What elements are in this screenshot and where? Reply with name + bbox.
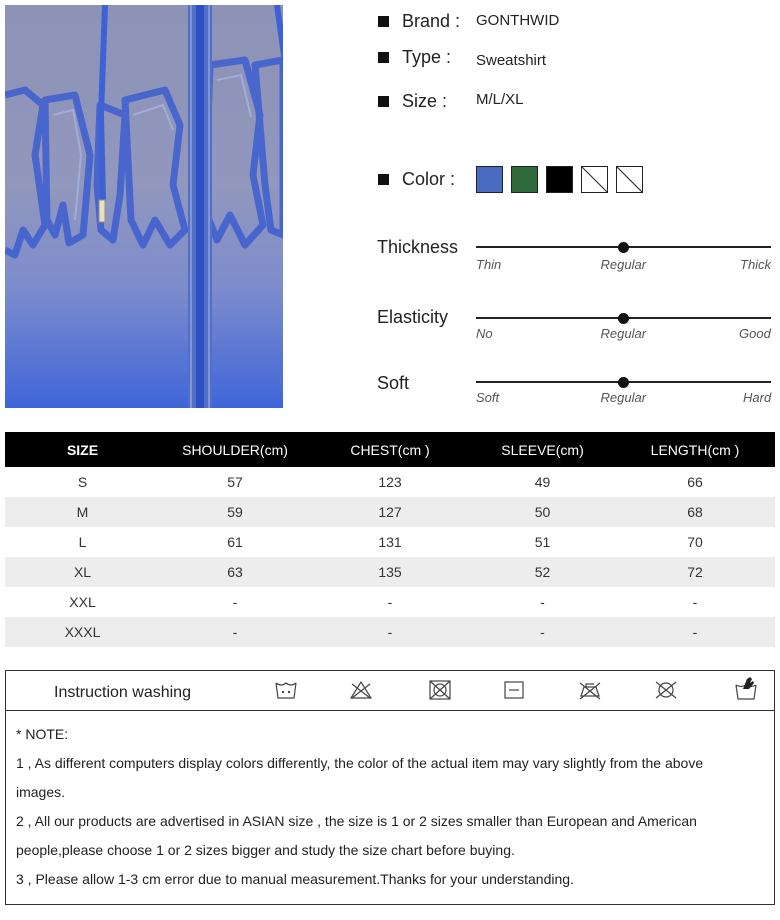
brand-value: GONTHWID — [476, 12, 560, 29]
cell-size: S — [77, 474, 88, 490]
table-row — [5, 617, 775, 647]
cell-chest: 127 — [310, 497, 470, 527]
elasticity-label: Elasticity — [377, 307, 449, 327]
note-line-2b: people,please choose 1 or 2 sizes bigger and study the size chart before buying. — [16, 842, 515, 858]
cell-shoulder: 61 — [227, 534, 243, 550]
type-row — [378, 45, 451, 69]
header-shoulder: SHOULDER(cm) — [160, 432, 310, 467]
hand-wash-icon — [734, 675, 758, 701]
elasticity-low-label: No — [476, 326, 493, 341]
size-chart-header-row — [5, 432, 775, 467]
color-label: Color : — [402, 168, 456, 189]
cell-chest: 123 — [378, 474, 402, 490]
cell-chest: - — [310, 617, 470, 647]
cell-chest: 135 — [310, 557, 470, 587]
type-value: Sweatshirt — [476, 52, 547, 69]
no-bleach-icon — [349, 679, 373, 701]
dry-flat-icon — [502, 679, 526, 701]
soft-knob — [618, 377, 629, 388]
soft-mid-label: Regular — [600, 390, 647, 405]
elasticity-knob — [618, 313, 629, 324]
header-length: LENGTH(cm ) — [615, 432, 775, 467]
table-row — [5, 527, 775, 557]
cell-length: 68 — [615, 497, 775, 527]
cell-length: 66 — [687, 474, 703, 490]
cell-length: - — [615, 617, 775, 647]
size-chart-table — [5, 432, 775, 647]
note-heading: * NOTE: — [16, 726, 69, 742]
thickness-label: Thickness — [377, 237, 459, 257]
table-row — [5, 557, 775, 587]
color-swatch-black[interactable] — [546, 166, 573, 193]
cell-length: 70 — [687, 534, 703, 550]
size-label: Size : — [402, 90, 448, 111]
color-swatch-green[interactable] — [511, 166, 538, 193]
washing-instructions-bar — [6, 671, 774, 711]
cell-shoulder: - — [232, 594, 238, 610]
note-line-3: 3 , Please allow 1-3 cm error due to manual measurement.Thanks for your understanding. — [16, 871, 574, 887]
elasticity-high-label: Good — [739, 326, 771, 341]
header-size: SIZE — [5, 432, 160, 467]
no-dry-clean-icon — [654, 679, 678, 701]
hoodie-closeup-illustration — [5, 5, 283, 408]
cell-sleeve: 49 — [534, 474, 551, 490]
color-swatch-unavailable[interactable] — [616, 166, 643, 193]
color-row — [378, 167, 455, 191]
thickness-low-label: Thin — [476, 257, 502, 272]
cell-chest: 131 — [378, 534, 402, 550]
cell-size: XXXL — [5, 617, 160, 647]
table-row — [5, 497, 775, 527]
soft-high-label: Hard — [743, 390, 772, 405]
elasticity-mid-label: Regular — [600, 326, 647, 341]
thickness-high-label: Thick — [740, 257, 772, 272]
product-photo — [5, 5, 283, 408]
cell-size: L — [78, 534, 87, 550]
bullet-icon — [378, 96, 389, 107]
cell-length: 72 — [615, 557, 775, 587]
cell-sleeve: 50 — [470, 497, 615, 527]
wash-30-icon — [274, 679, 298, 701]
cell-shoulder: 63 — [160, 557, 310, 587]
size-row — [378, 89, 447, 113]
cell-chest: - — [387, 594, 393, 610]
cell-shoulder: 59 — [160, 497, 310, 527]
bullet-icon — [378, 174, 389, 185]
cell-sleeve: - — [540, 594, 545, 610]
soft-low-label: Soft — [476, 390, 500, 405]
header-sleeve: SLEEVE(cm) — [470, 432, 615, 467]
brand-label: Brand : — [402, 10, 461, 31]
note-line-2a: 2 , All our products are advertised in ASIAN size , the size is 1 or 2 sizes smaller than European and American — [16, 813, 697, 829]
cell-sleeve: 52 — [470, 557, 615, 587]
bullet-icon — [378, 52, 389, 63]
size-value: M/L/XL — [476, 91, 524, 108]
color-swatch-blue[interactable] — [476, 166, 503, 193]
thickness-mid-label: Regular — [600, 257, 647, 272]
no-tumble-dry-icon — [428, 679, 452, 701]
cell-size: XXL — [69, 594, 96, 610]
soft-label: Soft — [377, 373, 410, 393]
cell-sleeve: - — [470, 617, 615, 647]
cell-length: - — [692, 594, 698, 610]
brand-row — [378, 9, 460, 33]
note-line-1a: 1 , As different computers display colors differently, the color of the actual item may vary slightly from the above — [16, 755, 704, 771]
cell-shoulder: - — [160, 617, 310, 647]
bullet-icon — [378, 16, 389, 27]
color-swatch-unavailable[interactable] — [581, 166, 608, 193]
washing-title: Instruction washing — [54, 684, 191, 701]
cell-shoulder: 57 — [227, 474, 243, 490]
table-row — [5, 587, 775, 617]
no-iron-icon — [578, 679, 602, 701]
header-chest: CHEST(cm ) — [310, 432, 470, 467]
care-and-notes-box — [5, 670, 775, 905]
table-row — [5, 467, 775, 497]
cell-size: M — [5, 497, 160, 527]
type-label: Type : — [402, 46, 452, 67]
cell-size: XL — [5, 557, 160, 587]
thickness-knob — [618, 242, 629, 253]
note-line-1b: images. — [16, 784, 66, 800]
cell-sleeve: 51 — [534, 534, 551, 550]
